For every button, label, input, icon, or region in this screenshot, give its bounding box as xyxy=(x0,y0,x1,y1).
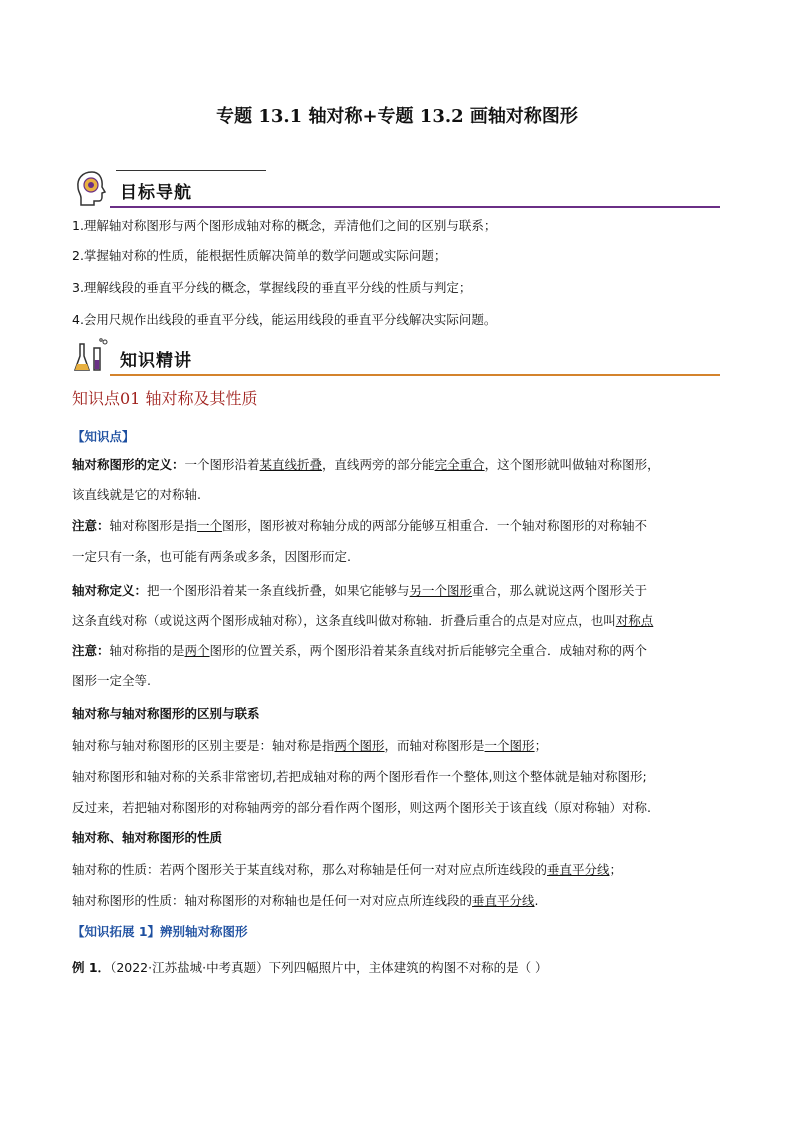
def2-underline: 另一个图形 xyxy=(409,583,473,598)
diff-heading: 轴对称与轴对称图形的区别与联系 xyxy=(72,706,260,721)
def2-line-1 xyxy=(72,583,732,599)
goal-item-3: 3.理解线段的垂直平分线的概念，掌握线段的垂直平分线的性质与判定； xyxy=(72,280,472,295)
prop2-text-a: 轴对称图形的性质：轴对称图形的对称轴也是任何一对对应点所连线段的 xyxy=(72,893,473,908)
def2-text-c: 这条直线对称（或说这两个图形成轴对称），这条直线叫做对称轴．折叠后重合的点是对应点，也叫 xyxy=(72,613,616,628)
def2-label: 轴对称定义： xyxy=(72,583,148,598)
knowledge-heading: 知识精讲 xyxy=(120,351,192,371)
diff-text-a: 轴对称与轴对称图形的区别主要是：轴对称是指 xyxy=(72,738,335,753)
def1-text-b: ，直线两旁的部分能 xyxy=(322,457,435,472)
head-gear-icon xyxy=(72,168,112,208)
goals-section-header xyxy=(72,168,720,208)
prop1-text-b: ； xyxy=(609,862,623,877)
def1-line-2: 该直线就是它的对称轴. xyxy=(72,487,201,502)
note2-text-b: 图形的位置关系，两个图形沿着某条直线对折后能够完全重合．成轴对称的两个 xyxy=(209,643,648,658)
def1-underline-1: 某直线折叠 xyxy=(259,457,323,472)
note2-underline: 两个 xyxy=(184,643,210,658)
prop2-underline: 垂直平分线 xyxy=(472,893,535,908)
note1-line-2: 一定只有一条，也可能有两条或多条，因图形而定. xyxy=(72,549,351,564)
diff-underline-2: 一个图形 xyxy=(484,738,535,753)
diff-line-1 xyxy=(72,738,732,754)
def2-text-a: 把一个图形沿着某一条直线折叠，如果它能够与 xyxy=(147,583,410,598)
prop1-underline: 垂直平分线 xyxy=(547,862,610,877)
diff-underline-1: 两个图形 xyxy=(334,738,385,753)
note2-line-2: 图形一定全等. xyxy=(72,673,151,688)
def1-line-1 xyxy=(72,457,732,473)
def1-text-a: 一个图形沿着 xyxy=(184,457,260,472)
goal-item-2: 2.掌握轴对称的性质，能根据性质解决简单的数学问题或实际问题； xyxy=(72,248,447,263)
prop-heading: 轴对称、轴对称图形的性质 xyxy=(72,830,223,845)
knowledge-tag: 【知识点】 xyxy=(72,429,135,444)
flask-icon xyxy=(72,336,112,376)
page-title: 专题 13.1 轴对称+专题 13.2 画轴对称图形 xyxy=(216,106,578,127)
extension-tag: 【知识拓展 1】辨别轴对称图形 xyxy=(72,924,248,939)
goal-item-4: 4.会用尺规作出线段的垂直平分线，能运用线段的垂直平分线解决实际问题。 xyxy=(72,312,497,327)
prop2-text-b: . xyxy=(534,893,539,908)
note1-text-b: 图形，图形被对称轴分成的两部分能够互相重合．一个轴对称图形的对称轴不 xyxy=(222,518,648,533)
goals-heading: 目标导航 xyxy=(120,183,192,203)
example-1 xyxy=(72,960,732,976)
def2-underline-2: 对称点 xyxy=(615,613,654,628)
note2-text-a: 轴对称指的是 xyxy=(109,643,185,658)
note1-line-1 xyxy=(72,518,732,534)
example-text: （2022·江苏盐城·中考真题）下列四幅照片中，主体建筑的构图不对称的是（ ） xyxy=(110,960,548,975)
knowledge-header-rule xyxy=(110,374,720,376)
knowledge-section-header xyxy=(72,336,720,376)
def1-underline-2: 完全重合 xyxy=(434,457,485,472)
prop-line-1 xyxy=(72,862,732,878)
prop-line-2 xyxy=(72,893,732,909)
def2-text-b: 重合，那么就说这两个图形关于 xyxy=(472,583,648,598)
goals-header-rule xyxy=(110,206,720,208)
note2-line-1 xyxy=(72,643,732,659)
prop1-text-a: 轴对称的性质：若两个图形关于某直线对称，那么对称轴是任何一对对应点所连线段的 xyxy=(72,862,548,877)
diff-line-2: 轴对称图形和轴对称的关系非常密切,若把成轴对称的两个图形看作一个整体,则这个整体就是轴对称图形; xyxy=(72,769,647,784)
goal-item-1: 1.理解轴对称图形与两个图形成轴对称的概念，弄清他们之间的区别与联系； xyxy=(72,218,497,233)
example-label: 例 1． xyxy=(72,960,111,975)
goals-header-topline xyxy=(116,170,266,171)
def2-line-2 xyxy=(72,613,732,629)
def1-text-c: ，这个图形就叫做轴对称图形， xyxy=(484,457,660,472)
note1-text-a: 轴对称图形是指 xyxy=(109,518,198,533)
knowledge-point-title: 知识点01 轴对称及其性质 xyxy=(72,389,258,408)
def1-label: 轴对称图形的定义： xyxy=(72,457,185,472)
diff-text-c: ； xyxy=(534,738,548,753)
note1-label: 注意： xyxy=(72,518,110,533)
note1-underline: 一个 xyxy=(197,518,223,533)
diff-text-b: ，而轴对称图形是 xyxy=(384,738,485,753)
diff-line-3: 反过来，若把轴对称图形的对称轴两旁的部分看作两个图形，则这两个图形关于该直线（原对称轴）对称. xyxy=(72,800,651,815)
note2-label: 注意： xyxy=(72,643,110,658)
